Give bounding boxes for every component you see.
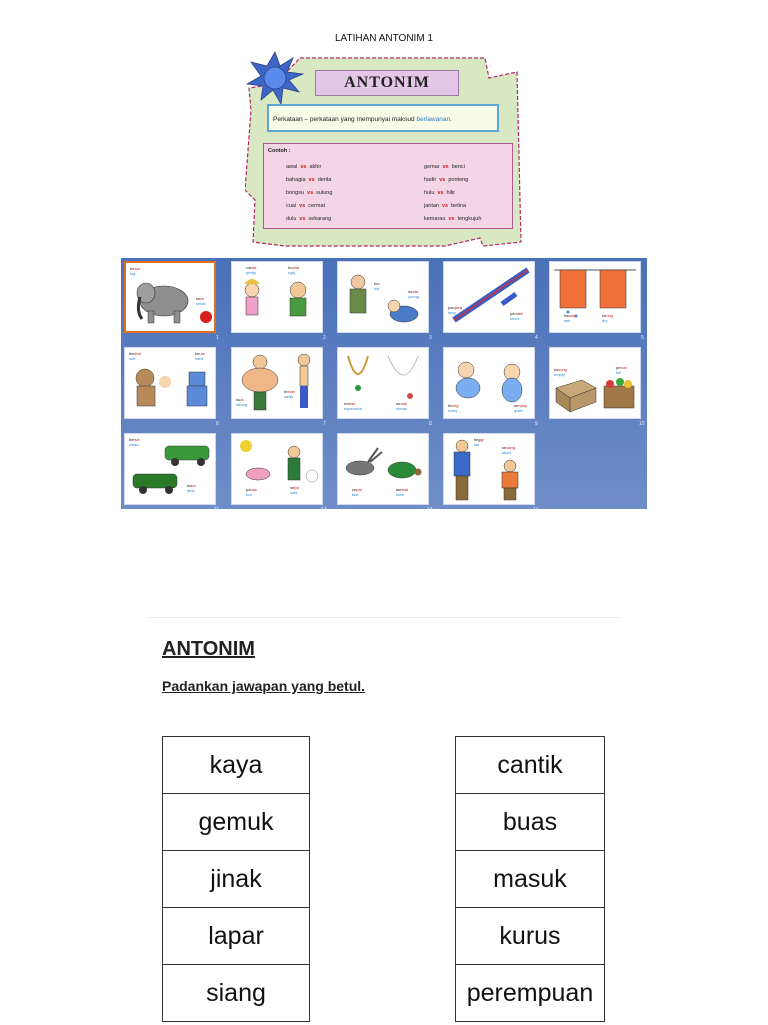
slide-thumbnail[interactable] (337, 261, 429, 333)
antonym-pair (286, 187, 332, 200)
antonym-word: akhir (309, 164, 322, 170)
worksheet (148, 617, 620, 1025)
slide-label: lambat slow (396, 487, 409, 497)
slide-number: 4 (535, 335, 538, 341)
vs-label: vs (300, 164, 307, 170)
antonym-pair (286, 200, 332, 213)
antonym-pair (286, 161, 332, 174)
antonym-word: awal (286, 164, 298, 170)
antonym-word: derita (317, 177, 332, 183)
definition-text: Perkataan – perkataan yang mempunyai maksud (273, 116, 415, 123)
slide-label: murah cheap (396, 401, 408, 411)
antonym-pair (424, 213, 481, 226)
antonym-word: hulu (424, 190, 435, 196)
antonym-word: benci (451, 164, 465, 170)
strong-weak-illustration (232, 348, 322, 418)
antonym-word: betina (451, 203, 467, 209)
examples-label: Contoh : (268, 148, 291, 154)
antonym-word: sulung (316, 190, 333, 196)
vs-label: vs (308, 177, 315, 183)
slide-thumbnail[interactable] (443, 433, 535, 505)
antonym-word: ponteng (448, 177, 469, 183)
right-word-cell[interactable]: cantik (456, 737, 605, 794)
slide-thumbnail[interactable] (231, 347, 323, 419)
slide-thumbnail[interactable] (337, 347, 429, 419)
antonym-pair (424, 200, 481, 213)
vs-label: vs (299, 203, 306, 209)
slide-thumbnail[interactable] (124, 261, 216, 333)
slide-label: tinggi tall (474, 437, 484, 447)
vs-label: vs (442, 164, 449, 170)
slide-number: 7 (323, 421, 326, 427)
slide-number: 10 (639, 421, 645, 427)
antonym-word: kemarau (424, 216, 446, 222)
left-word-cell[interactable]: jinak (163, 851, 310, 908)
slide-label: pendek short (510, 311, 524, 321)
right-word-cell[interactable]: perempuan (456, 965, 605, 1022)
vs-label: vs (439, 177, 446, 183)
vs-label: vs (448, 216, 455, 222)
antonym-word: cermat (308, 203, 326, 209)
slide-number: 2 (323, 335, 326, 341)
slide-thumbnail[interactable] (124, 347, 216, 419)
boxes-illustration (550, 348, 640, 418)
slide-thumbnail[interactable] (337, 433, 429, 505)
slide-number: 11 (214, 507, 220, 513)
slide-number: 9 (535, 421, 538, 427)
definition-box (267, 104, 499, 132)
slide-label: bersih clean (129, 437, 140, 447)
antonym-word: gemar (424, 164, 440, 170)
right-word-cell[interactable]: masuk (456, 851, 605, 908)
left-word-table (162, 736, 310, 1022)
antonym-word: cuai (286, 203, 297, 209)
slide-label: sedang short (502, 445, 516, 455)
vs-label: vs (442, 203, 449, 209)
slide-label: besar big (130, 266, 141, 276)
examples-left-column (286, 161, 332, 226)
antonym-pair (286, 174, 332, 187)
slide-label: cepat fast (352, 487, 362, 497)
slide-label: keras hard (195, 351, 205, 361)
left-word-cell[interactable]: kaya (163, 737, 310, 794)
slide-label: hodoh ugly (288, 265, 300, 275)
tall-short-illustration (444, 434, 534, 504)
examples-right-column (424, 161, 481, 226)
slide-label: kering dry (602, 313, 613, 323)
right-word-table (455, 736, 605, 1022)
slide-thumbnail[interactable] (231, 433, 323, 505)
slide-number: 14 (533, 507, 539, 513)
slide-label: kuat strong (236, 397, 248, 407)
slide-label: panjang long (448, 305, 463, 315)
page-title: LATIHAN ANTONIM 1 (335, 33, 433, 44)
worksheet-instruction: Padankan jawapan yang betul. (162, 678, 366, 694)
slide-label: lembut soft (129, 351, 142, 361)
antonym-word: jantan (424, 203, 439, 209)
slide-number: 12 (321, 507, 327, 513)
slide-number: 3 (429, 335, 432, 341)
antonym-pair (424, 174, 481, 187)
slide-label: cantik pretty (246, 265, 257, 275)
antonym-pair (424, 187, 481, 200)
examples-box (263, 143, 513, 229)
definition-highlight: berlawanan. (416, 116, 452, 123)
vs-label: vs (437, 190, 444, 196)
antonym-word: hilir (446, 190, 456, 196)
slide-thumbnail[interactable] (443, 347, 535, 419)
slide-label: basah wet (564, 313, 575, 323)
slide-thumbnail[interactable] (231, 261, 323, 333)
antonym-word: hadir (424, 177, 437, 183)
slide-label: penuh full (616, 365, 628, 375)
slide-number: 5 (641, 335, 644, 341)
slide-label: bising noisy (448, 403, 459, 413)
slide-number: 8 (429, 421, 432, 427)
antonym-word: bongsu (286, 190, 305, 196)
slide-label: panas hot (246, 487, 257, 497)
antonim-card (245, 50, 523, 250)
slide-number: 1 (216, 335, 219, 341)
slide-label: kecil small (196, 296, 206, 306)
antonym-word: sekarang (308, 216, 332, 222)
pencil-illustration (444, 262, 534, 332)
worksheet-title: ANTONIM (162, 638, 255, 660)
vs-label: vs (307, 190, 314, 196)
slide-thumbnail[interactable] (124, 433, 216, 505)
slide-label: lemah weak (284, 389, 295, 399)
antonym-word: tengkujuh (457, 216, 482, 222)
slide-label: senyap quiet (514, 403, 527, 413)
antonym-word: bahagia (286, 177, 306, 183)
slide-label: kosong empty (554, 367, 567, 377)
slide-label: kotor dirty (187, 483, 196, 493)
left-word-cell[interactable]: lapar (163, 908, 310, 965)
antonym-pair (424, 161, 481, 174)
slide-label: mahal expensive (344, 401, 363, 411)
slide-number: 6 (216, 421, 219, 427)
left-word-cell[interactable]: siang (163, 965, 310, 1022)
antonym-word: dulu (286, 216, 297, 222)
vs-label: vs (299, 216, 306, 222)
right-word-cell[interactable]: kurus (456, 908, 605, 965)
slide-thumbnail-grid (121, 258, 647, 513)
slide-label: muda young (408, 289, 419, 299)
slide-number: 13 (427, 507, 433, 513)
right-word-cell[interactable]: buas (456, 794, 605, 851)
slide-thumbnail[interactable] (549, 347, 641, 419)
slide-label: tua old (374, 281, 380, 291)
sun-icon (245, 50, 305, 106)
card-title: ANTONIM (315, 70, 459, 96)
slide-thumbnail[interactable] (443, 261, 535, 333)
slide-label: sejuk cold (290, 485, 300, 495)
antonym-pair (286, 213, 332, 226)
left-word-cell[interactable]: gemuk (163, 794, 310, 851)
slide-thumbnail[interactable] (549, 261, 641, 333)
